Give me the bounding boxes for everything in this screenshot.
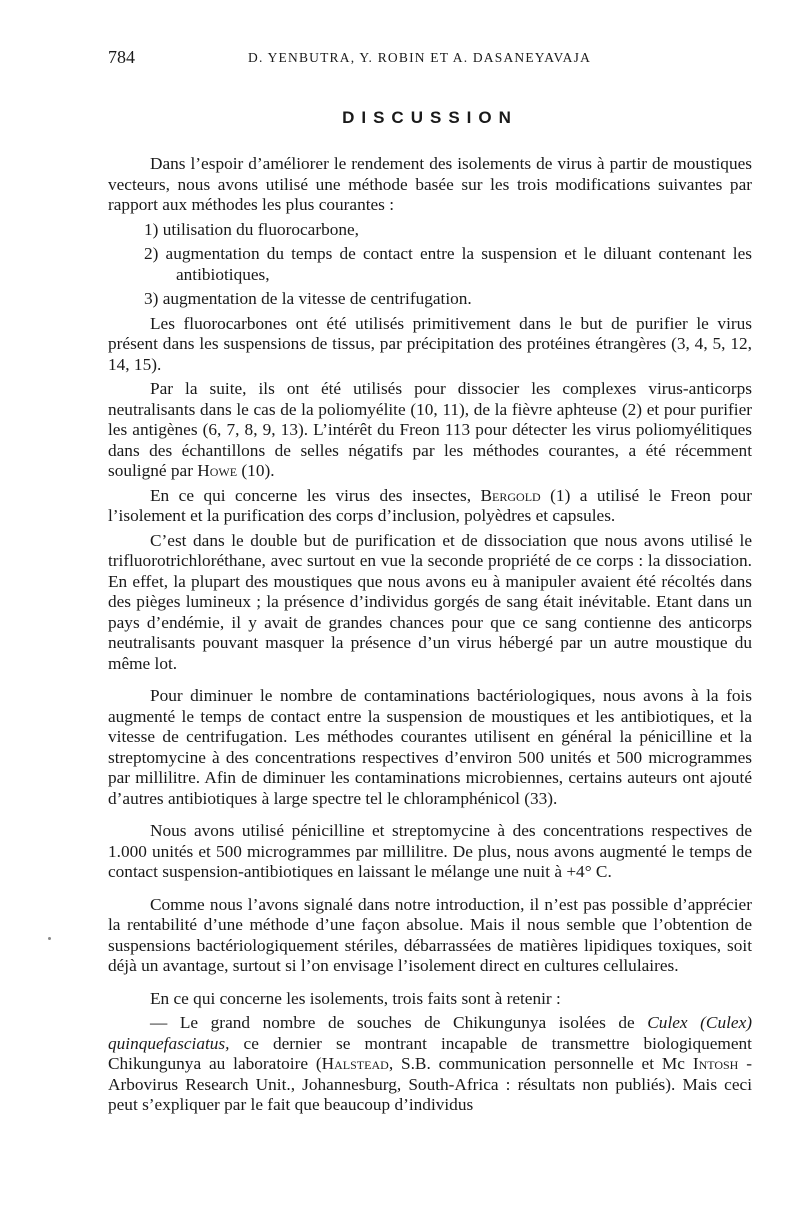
paragraph-isolements: En ce qui concerne les isolements, trois faits sont à retenir : xyxy=(150,988,561,1008)
author-name-halstead: Halstead xyxy=(321,1054,389,1073)
text-fragment: Par la suite, ils ont été utilisés pour dissocier les complexes virus-anticorps neutralisants dans le cas de la poliomyélite (10, 11), de la fièvre aphteuse (2) et pour purifier les antigènes (6, 7, 8, 9, 13). L’intérêt du Freon 113 pour détecter les virus poliomyélitiques dans des échantillons de selles négatifs par les méthodes courantes, a été récemment souligné par xyxy=(108,379,752,480)
scan-speck xyxy=(48,937,51,940)
author-name-intosh: Intosh xyxy=(692,1054,739,1073)
section-title: DISCUSSION xyxy=(342,108,518,127)
author-name-howe: Howe xyxy=(197,461,238,480)
text-fragment: — Le grand nombre de souches de Chikungunya isolées de xyxy=(150,1013,635,1032)
paragraph-double-but: C’est dans le double but de purification et de dissociation que nous avons utilisé le trifluorotrichloréthane, avec surtout en vue la seconde propriété de ce corps : la dissociation. En effet, la plupart des moustiques que nous avons eu à manipuler avaient été récoltés dans des pièges lumineux ; la présence d’individus gorgés de sang était inévitable. Etant dans un pays d’endémie, il y avait de grandes chances pour que ce sang contienne des anticorps neutralisants pouvant masquer la présence d’un virus hébergé par un autre moustique du même lot. xyxy=(108,530,752,673)
paragraph-comme: Comme nous l’avons signalé dans notre introduction, il n’est pas possible d’apprécier la rentabilité d’une méthode d’une façon absolue. Mais il nous semble que l’obtention de suspensions bactériologiquement stériles, débarrassées de matières lipidiques toxiques, soit déjà un avantage, surtout si l’on envisage l’isolement direct en cultures cellulaires. xyxy=(108,894,752,975)
species-name: Culex (Culex) quinquefasciatus, xyxy=(108,1013,752,1053)
page-number: 784 xyxy=(108,47,135,67)
text-fragment: (10). xyxy=(241,461,275,480)
paragraph-par-la-suite xyxy=(108,379,752,482)
paragraph-fluorocarbones: Les fluorocarbones ont été utilisés primitivement dans le but de purifier le virus présent dans les suspensions de tissus, par précipitation des protéines étrangères (3, 4, 5, 12, 14, 15). xyxy=(108,313,752,374)
paragraph-insectes xyxy=(108,486,752,527)
list-item-2: 2) augmentation du temps de contact entre la suspension et le diluant contenant les antibiotiques, xyxy=(144,244,752,284)
author-name-bergold: Bergold xyxy=(480,485,541,505)
running-head xyxy=(108,42,752,72)
paragraph-chikungunya xyxy=(108,1013,752,1116)
list-item-1: 1) utilisation du fluorocarbone, xyxy=(144,219,360,239)
list-item-3: 3) augmentation de la vitesse de centrifugation. xyxy=(144,289,472,308)
running-title: D. YENBUTRA, Y. ROBIN ET A. DASANEYAVAJA xyxy=(248,50,592,65)
paragraph-nous-avons: Nous avons utilisé pénicilline et streptomycine à des concentrations respectives de 1.000 unités et 500 microgrammes par millilitre. De plus, nous avons augmenté le temps de contact suspension-antibiotiques en laissant le mélange une nuit à +4° C. xyxy=(108,821,752,881)
body-text xyxy=(108,154,752,1116)
text-fragment: (1) a utilisé le Freon pour l’isolement et la purification des corps d’inclusion, polyèdres et capsules. xyxy=(108,485,752,525)
text-fragment: , S.B. communication personnelle et Mc xyxy=(388,1054,685,1073)
text-fragment: En ce qui concerne les virus des insectes, xyxy=(150,485,472,505)
paragraph-diminuer: Pour diminuer le nombre de contaminations bactériologiques, nous avons à la fois augmenté le temps de contact entre la suspension de moustiques et les antibiotiques, et la vitesse de centrifugation. Les méthodes courantes utilisent en général la pénicilline et la streptomycine à des concentrations respectives d’environ 500 unités et 500 microgrammes par millilitre. Afin de diminuer les contaminations microbiennes, certains auteurs ont ajouté d’autres antibiotiques à large spectre tel le chloramphénicol (33). xyxy=(108,686,752,808)
paragraph-intro: Dans l’espoir d’améliorer le rendement des isolements de virus à partir de moustiques vecteurs, nous avons utilisé une méthode basée sur les trois modifications suivantes par rapport aux méthodes les plus courantes : xyxy=(108,154,752,214)
text-fragment: - Arbovirus Research Unit., Johannesburg, South-Africa : résultats non publiés). Mais ceci peut s’expliquer par le fait que beaucoup d’individus xyxy=(108,1054,752,1114)
text-fragment: ce dernier se montrant incapable de transmettre biologiquement Chikungunya au laboratoire ( xyxy=(108,1033,752,1073)
